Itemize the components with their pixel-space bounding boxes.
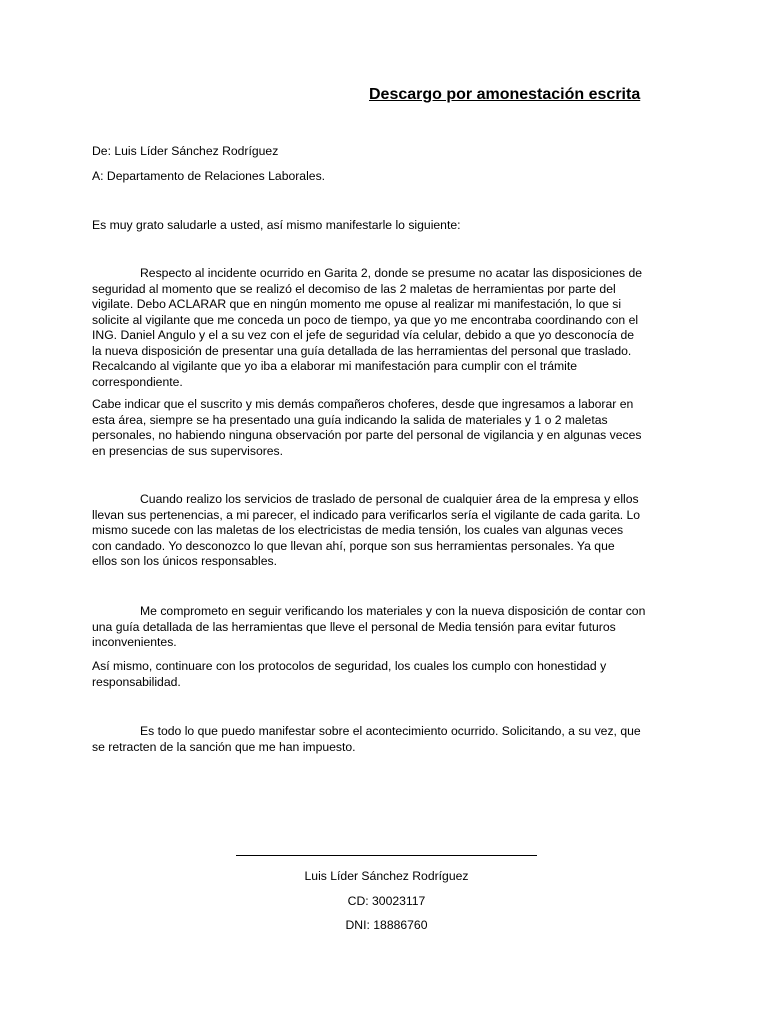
paragraph-line: Cabe indicar que el suscrito y mis demás compañeros choferes, desde que ingresamos a laborar en <box>92 397 634 411</box>
paragraph-line: seguridad al momento que se realizó el decomiso de las 2 maletas de herramientas por parte del <box>92 281 616 296</box>
paragraph-line: ING. Daniel Angulo y el a su vez con el jefe de seguridad vía celular, debido a que yo desconocía de <box>92 328 635 342</box>
paragraph-line: esta área, siempre se ha presentado una guía indicando la salida de materiales y 1 o 2 maletas <box>92 412 608 427</box>
from-line: De: Luis Líder Sánchez Rodríguez <box>92 144 279 158</box>
paragraph-line: Así mismo, continuare con los protocolos de seguridad, los cuales los cumplo con honestidad y <box>92 659 607 673</box>
paragraph-line: se retracten de la sanción que me han impuesto. <box>92 739 356 754</box>
paragraph-line: con candado. Yo desconozco lo que llevan ahí, porque son sus herramientas personales. Ya que <box>92 538 615 553</box>
paragraph-line: llevan sus pertenencias, a mi parecer, el indicado para verificarlos sería el vigilante de cada garita. Lo <box>92 507 641 522</box>
signature-name: Luis Líder Sánchez Rodríguez <box>304 869 469 883</box>
paragraph-closing <box>92 724 692 755</box>
paragraph-precedent <box>92 397 692 459</box>
paragraph-line: ellos son los únicos responsables. <box>92 554 277 568</box>
paragraph-line: solicite al vigilante que me conceda un poco de tiempo, ya que yo me encontraba coordinando con el <box>92 312 639 327</box>
document-title: Descargo por amonestación escrita <box>369 86 641 103</box>
paragraph-line: Cuando realizo los servicios de traslado de personal de cualquier área de la empresa y ellos <box>140 492 639 506</box>
to-line: A: Departamento de Relaciones Laborales. <box>92 169 326 183</box>
paragraph-line: Respecto al incidente ocurrido en Garita 2, donde se presume no acatar las disposiciones de <box>140 266 643 280</box>
paragraph-line: responsabilidad. <box>92 674 181 689</box>
signature-cd: CD: 30023117 <box>347 894 426 908</box>
greeting: Es muy grato saludarle a usted, así mismo manifestarle lo siguiente: <box>92 218 461 232</box>
paragraph-line: la nueva disposición de presentar una guía detallada de las herramientas del personal que traslado. <box>92 343 632 358</box>
paragraph-commitment <box>92 604 692 651</box>
signature-line <box>236 855 537 856</box>
paragraph-line: Me comprometo en seguir verificando los materiales y con la nueva disposición de contar con <box>140 604 646 618</box>
paragraph-line: una guía detallada de las herramientas que lleve el personal de Media tensión para evitar futuros <box>92 619 616 634</box>
paragraph-line: inconvenientes. <box>92 635 177 649</box>
paragraph-protocols <box>92 659 692 690</box>
paragraph-line: personales, no habiendo ninguna observación por parte del personal de vigilancia y en algunas veces <box>92 428 642 442</box>
signature-dni: DNI: 18886760 <box>345 918 428 932</box>
paragraph-line: vigilate. Debo ACLARAR que en ningún momento me opuse al realizar mi manifestación, lo que si <box>92 297 622 311</box>
paragraph-line: correspondiente. <box>92 374 183 389</box>
paragraph-transport <box>92 492 692 570</box>
paragraph-line: Es todo lo que puedo manifestar sobre el acontecimiento ocurrido. Solicitando, a su vez, que <box>140 724 641 738</box>
paragraph-line: Recalcando al vigilante que yo iba a elaborar mi manifestación para cumplir con el trámite <box>92 359 578 373</box>
paragraph-line: en presencias de sus supervisores. <box>92 443 284 458</box>
paragraph-line: mismo sucede con las maletas de los electricistas de media tensión, los cuales van algunas veces <box>92 523 624 537</box>
paragraph-incident <box>92 266 692 390</box>
